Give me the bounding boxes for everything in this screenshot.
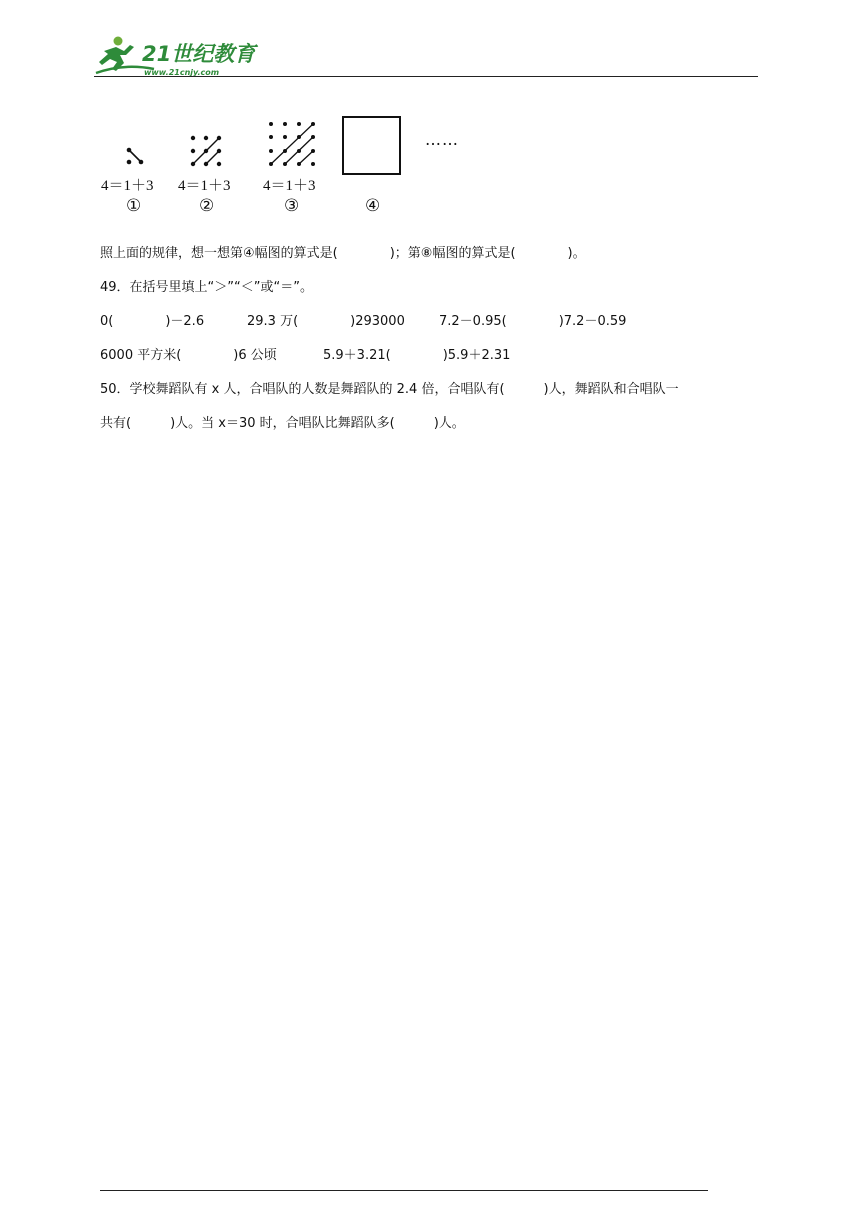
figure-2-equation: 4＝1＋3: [178, 178, 231, 194]
figure-sequence: [95, 110, 495, 220]
figure-4-number: ④: [365, 196, 381, 216]
q50-line-2: 共有( )人。当 x＝30 时，合唱队比舞蹈队多( )人。: [100, 416, 465, 431]
logo-url: www.21cnjy.com: [144, 68, 220, 77]
figure-1-equation: 4＝1＋3: [101, 178, 154, 194]
q49-title: 49．在括号里填上“＞”“＜”或“＝”。: [100, 280, 313, 295]
dot-figure-3: [267, 120, 319, 168]
q49-item-4: 6000 平方米( )6 公顷: [100, 348, 277, 363]
q49-item-3: 7.2－0.95( )7.2－0.59: [439, 314, 627, 329]
q50-line-1: 50．学校舞蹈队有 x 人，合唱队的人数是舞蹈队的 2.4 倍，合唱队有( )人，舞蹈队和合唱队一: [100, 382, 679, 397]
figure-3-number: ③: [284, 196, 300, 216]
figure-3-equation: 4＝1＋3: [263, 178, 316, 194]
figure-4-blank-box: [342, 116, 401, 175]
dot-figure-2: [189, 134, 223, 168]
q49-item-2: 29.3 万( )293000: [247, 314, 405, 329]
pattern-question: 照上面的规律，想一想第④幅图的算式是( )；第⑧幅图的算式是( )。: [100, 246, 586, 261]
q49-item-5: 5.9＋3.21( )5.9＋2.31: [323, 348, 511, 363]
dot-figure-1: [125, 146, 149, 166]
header-rule: [94, 76, 758, 77]
logo: [94, 33, 264, 79]
q49-item-1: 0( )－2.6: [100, 314, 205, 329]
ellipsis: ……: [425, 130, 459, 149]
figure-1-number: ①: [126, 196, 142, 216]
figure-2-number: ②: [199, 196, 215, 216]
logo-wordmark: 21世纪教育: [142, 42, 256, 66]
footer-rule: [100, 1190, 708, 1191]
